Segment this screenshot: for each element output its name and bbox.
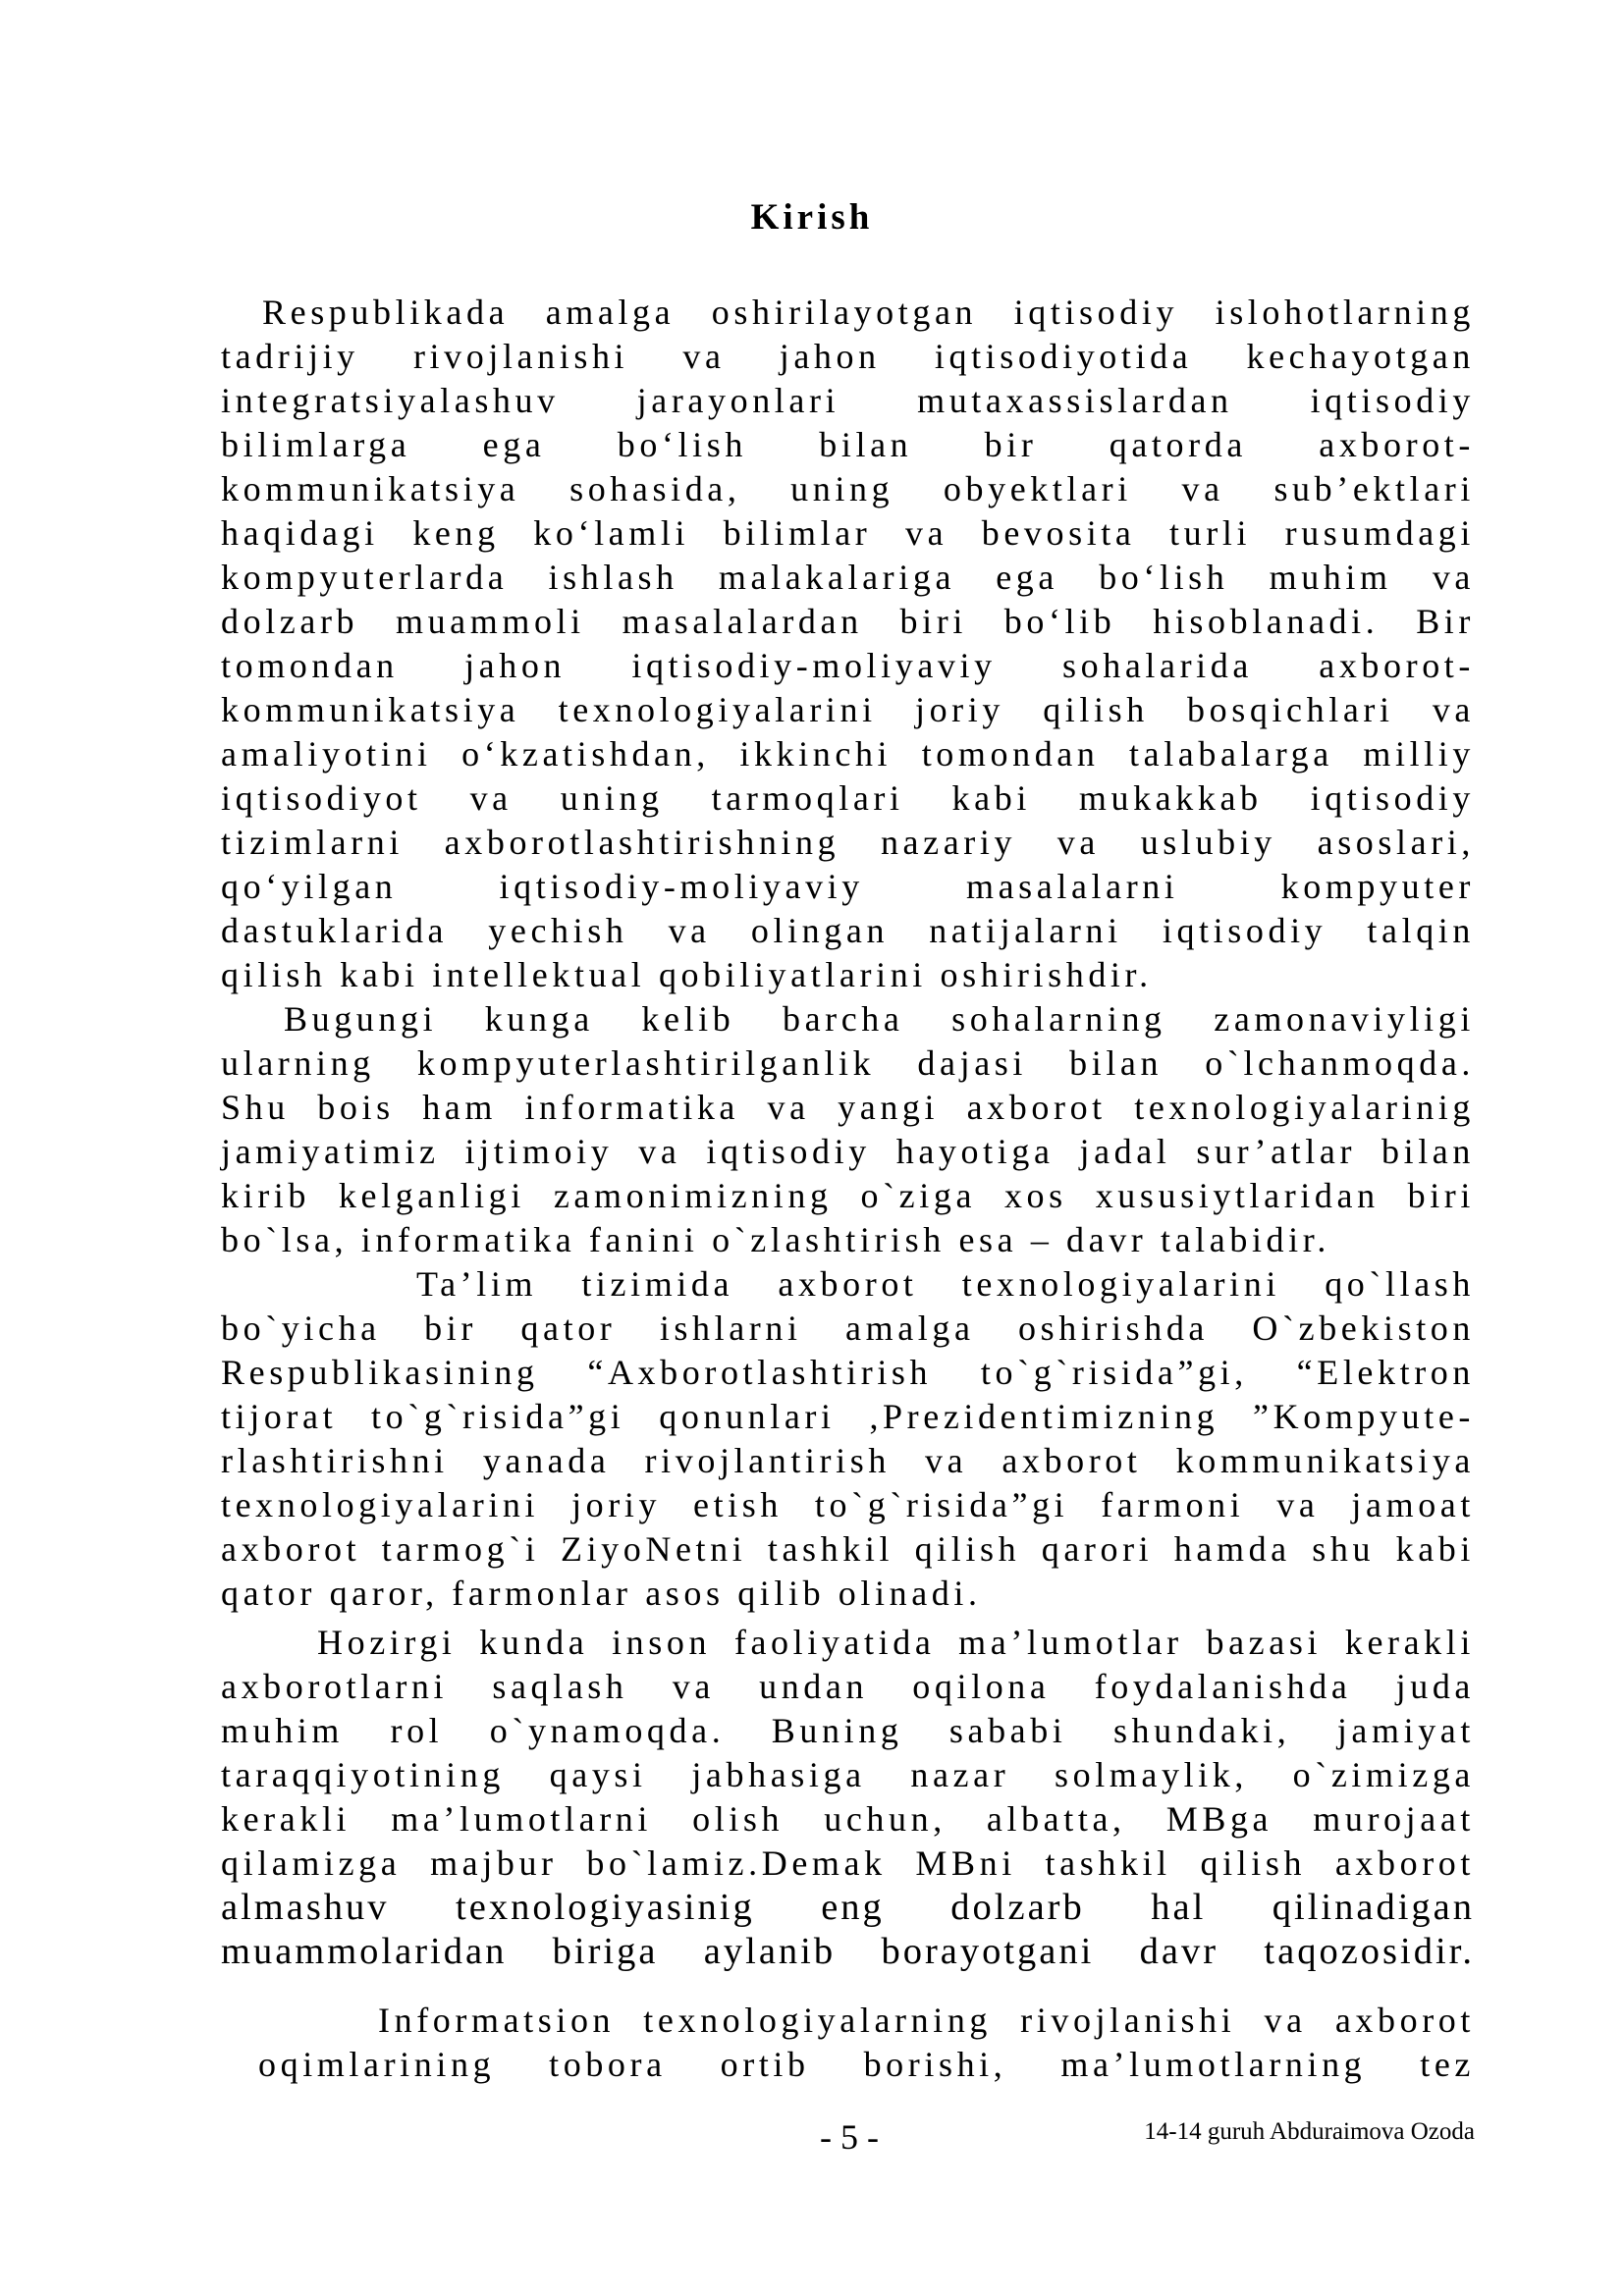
text-line: axborot tarmog`i ZiyoNetni tashkil qilish qarori hamda shu kabi [221,1529,1475,1569]
text-line: tizimlarni axborotlashtirishning nazariy va uslubiy asoslari, [221,823,1475,862]
paragraph-5 [221,1999,1475,2087]
page-number: - 5 - [820,2117,879,2157]
text-line: integratsiyalashuv jarayonlari mutaxassislardan iqtisodiy [221,381,1475,420]
text-line: dastuklarida yechish va olingan natijalarni iqtisodiy talqin [221,911,1475,950]
text-line: Hozirgi kunda inson faoliyatida ma’lumotlar bazasi kerakli [317,1623,1475,1662]
text-line: almashuv texnologiyasinig eng dolzarb hal qilinadigan [221,1887,1475,1928]
paragraph-2 [221,997,1475,1262]
text-line: amaliyotini o‘kzatishdan, ikkinchi tomondan talabalarga milliy [221,734,1475,774]
text-line: dolzarb muammoli masalalardan biri bo‘lib hisoblanadi. Bir [221,602,1475,641]
text-line: tadrijiy rivojlanishi va jahon iqtisodiyotida kechayotgan [221,337,1475,376]
text-line: kirib kelganligi zamonimizning o`ziga xos xususiytlaridan biri [221,1176,1475,1215]
text-line: ularning kompyuterlashtirilganlik dajasi bilan o`lchanmoqda. [221,1043,1475,1083]
text-line: texnologiyalarini joriy etish to`g`risida”gi farmoni va jamoat [221,1485,1475,1524]
text-line: jamiyatimiz ijtimoiy va iqtisodiy hayotiga jadal sur’atlar bilan [221,1132,1475,1171]
text-line: oqimlarining tobora ortib borishi, ma’lumotlarning tez [258,2045,1475,2084]
text-line: bilimlarga ega bo‘lish bilan bir qatorda axborot- [221,425,1475,464]
text-line: taraqqiyotining qaysi jabhasiga nazar solmaylik, o`zimizga [221,1755,1475,1794]
text-line: qilish kabi intellektual qobiliyatlarini oshirishdir. [221,955,1153,994]
text-line: Ta’lim tizimida axborot texnologiyalarini qo`llash [416,1264,1475,1304]
page-title: Kirish [750,197,874,238]
text-line: iqtisodiyot va uning tarmoqlari kabi mukakkab iqtisodiy [221,778,1475,818]
text-line: muhim rol o`ynamoqda. Buning sababi shundaki, jamiyat [221,1711,1475,1750]
text-line: haqidagi keng ko‘lamli bilimlar va bevosita turli rusumdagi [221,513,1475,553]
text-line: Respublikasining “Axborotlashtirish to`g`risida”gi, “Elektron [221,1353,1475,1392]
text-line: muammolaridan biriga aylanib borayotgani davr taqozosidir. [221,1931,1475,1972]
text-line: qo‘yilgan iqtisodiy-moliyaviy masalalarni kompyuter [221,867,1475,906]
text-line: qilamizga majbur bo`lamiz.Demak MBni tashkil qilish axborot [221,1843,1475,1883]
paragraph-1 [221,291,1475,997]
text-line: kommunikatsiya sohasida, uning obyektlari va sub’ektlari [221,469,1475,508]
text-line: kommunikatsiya texnologiyalarini joriy qilish bosqichlari va [221,690,1475,729]
text-line: axborotlarni saqlash va undan oqilona foydalanishda juda [221,1667,1475,1706]
paragraph-3 [221,1262,1475,1616]
text-line: tomondan jahon iqtisodiy-moliyaviy sohalarida axborot- [221,646,1475,685]
text-line: rlashtirishni yanada rivojlantirish va axborot kommunikatsiya [221,1441,1475,1480]
paragraph-4 [221,1621,1475,1974]
text-line: tijorat to`g`risida”gi qonunlari ,Prezidentimizning ”Kompyute- [221,1397,1475,1436]
text-line: kompyuterlarda ishlash malakalariga ega bo‘lish muhim va [221,558,1475,597]
text-line: Respublikada amalga oshirilayotgan iqtisodiy islohotlarning [262,293,1475,332]
text-line: Bugungi kunga kelib barcha sohalarning zamonaviyligi [284,999,1475,1039]
text-line: kerakli ma’lumotlarni olish uchun, albatta, MBga murojaat [221,1799,1475,1839]
text-line: Shu bois ham informatika va yangi axborot texnologiyalarinig [221,1088,1475,1127]
footer-author: 14-14 guruh Abduraimova Ozoda [1144,2118,1475,2145]
text-line: qator qaror, farmonlar asos qilib olinadi. [221,1574,982,1613]
text-line: Informatsion texnologiyalarning rivojlanishi va axborot [378,2001,1475,2040]
text-line: bo`yicha bir qator ishlarni amalga oshirishda O`zbekiston [221,1308,1475,1348]
text-line: bo`lsa, informatika fanini o`zlashtirish esa – davr talabidir. [221,1220,1330,1259]
